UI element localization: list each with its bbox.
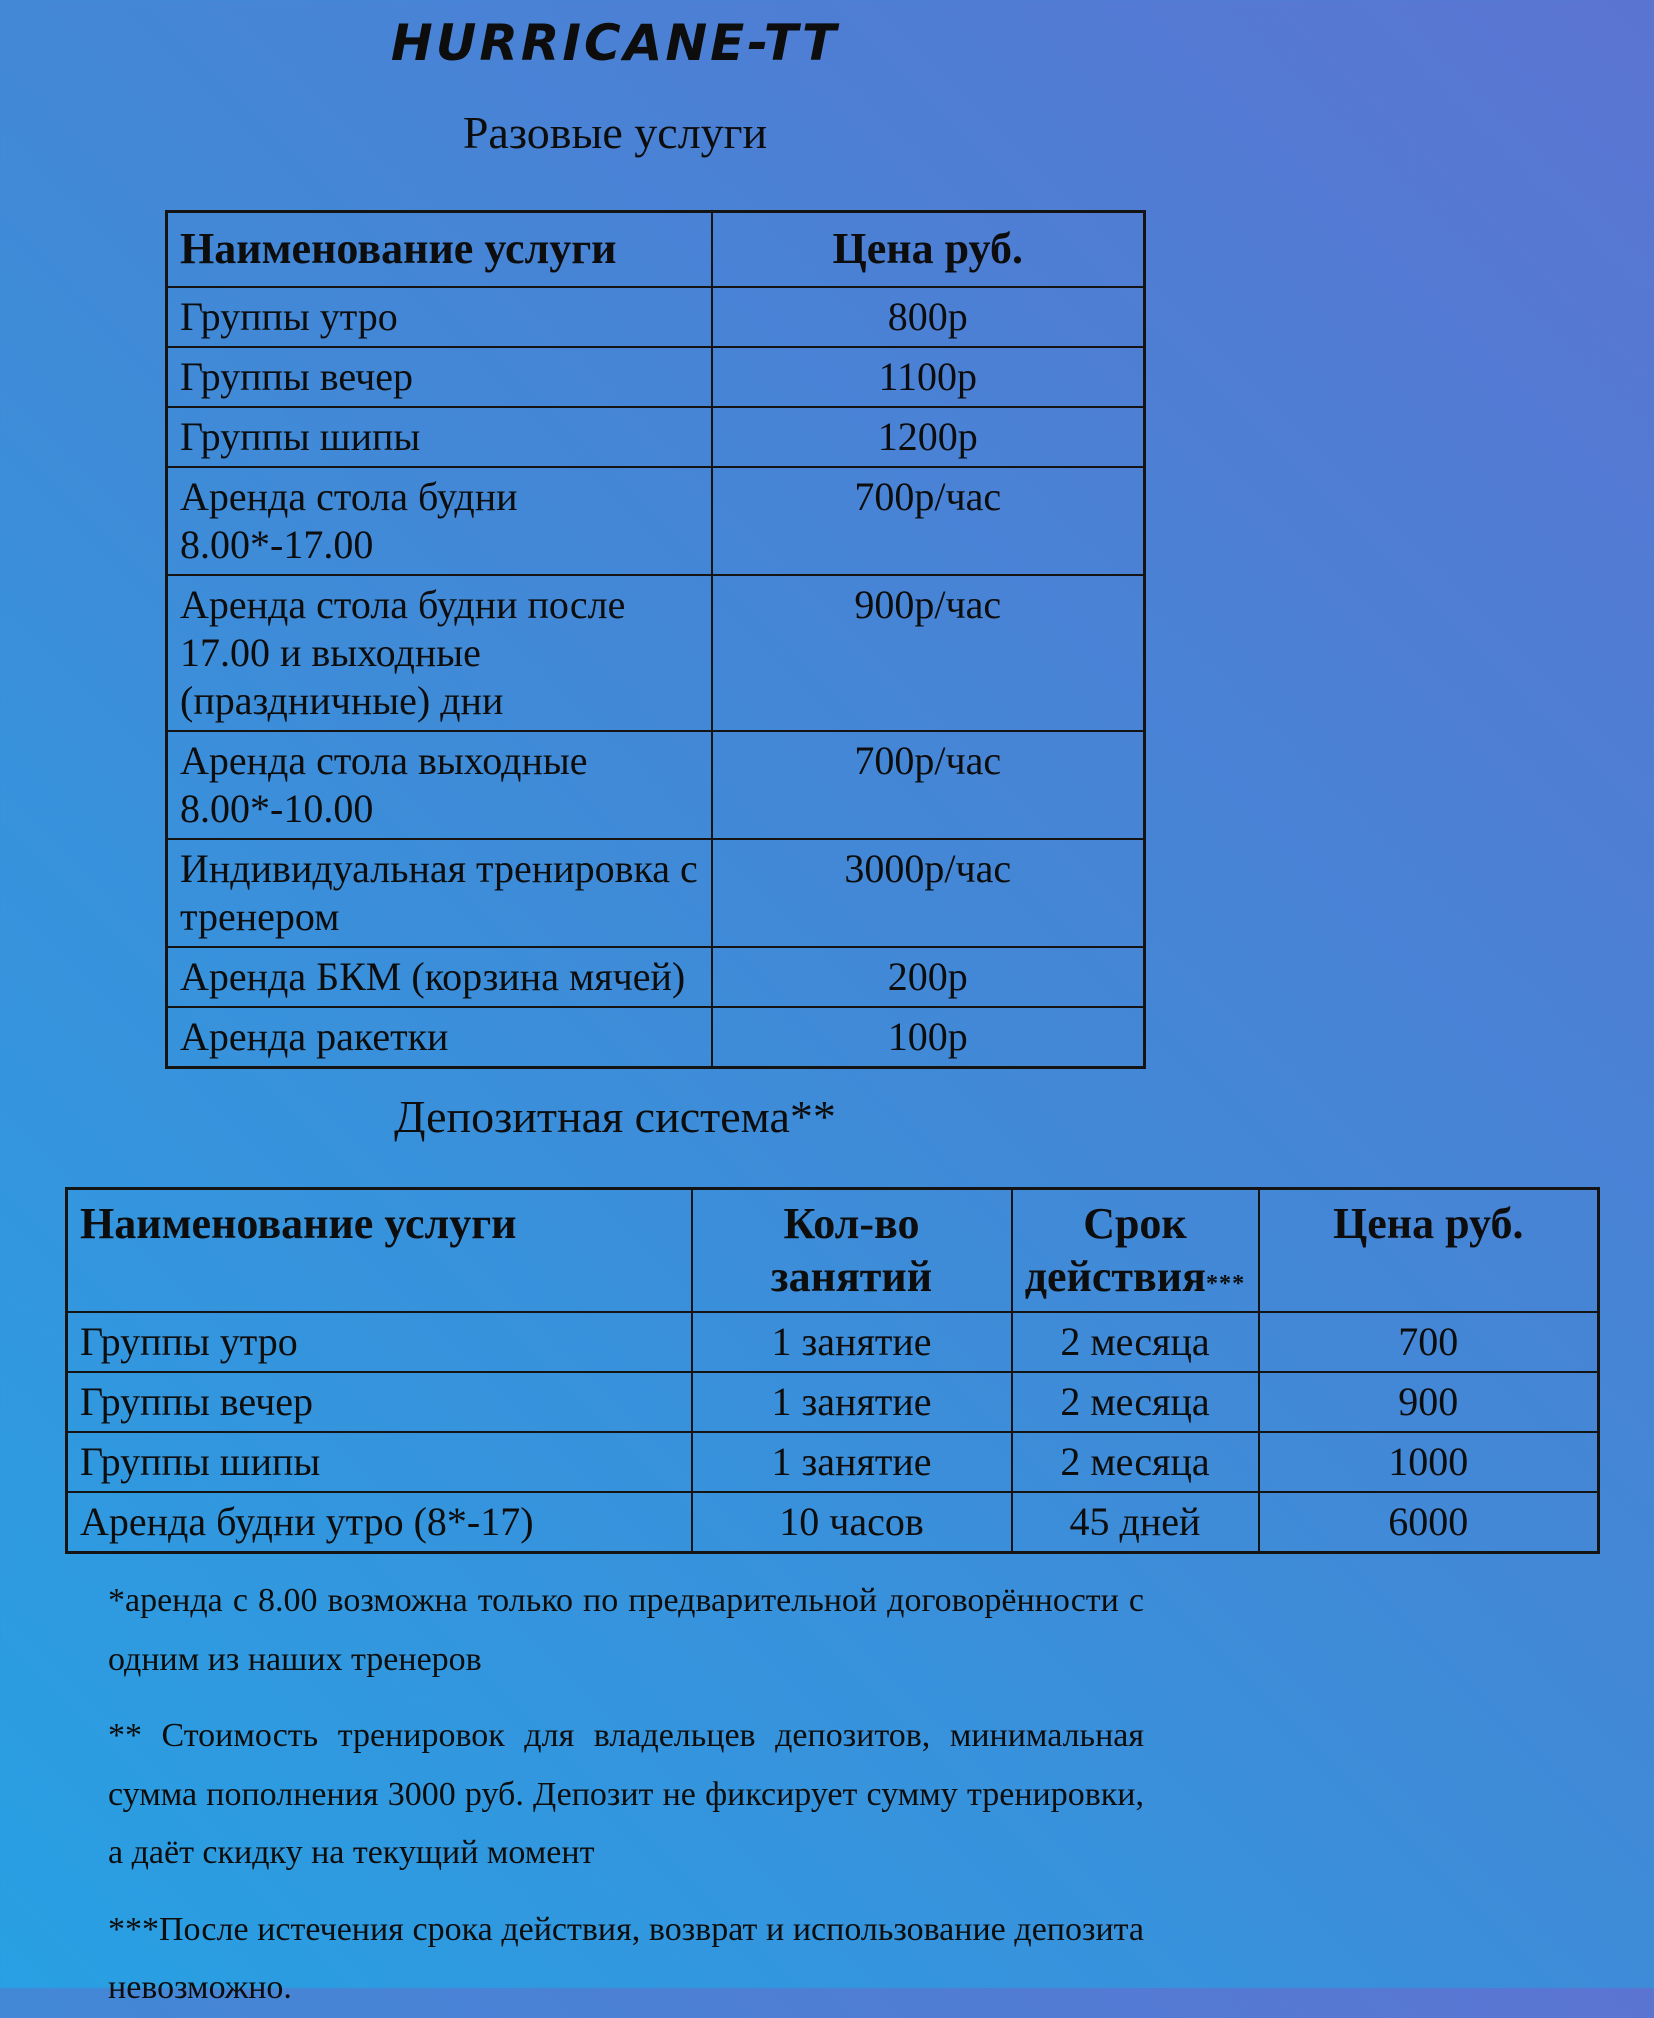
page-title: HURRICANE-TT — [390, 14, 840, 72]
footnotes-block — [108, 1572, 1144, 2017]
deposit-header-row — [67, 1188, 1599, 1312]
footnote-deposit-terms: ** Стоимость тренировок для владельцев депозитов, минимальная сумма пополнения 3000 руб. Депозит не фиксирует сумму тренировки, а даёт скидку на текущий момент — [108, 1717, 1144, 1872]
service-name-cell: Аренда стола будни после 17.00 и выходные (праздничные) дни — [167, 575, 712, 731]
service-name-cell: Аренда БКМ (корзина мячей) — [167, 947, 712, 1007]
service-name-cell: Аренда будни утро (8*-17) — [67, 1492, 692, 1553]
deposit-system-heading: Депозитная система** — [394, 1091, 836, 1143]
table-row — [67, 1432, 1599, 1492]
validity-cell: 45 дней — [1012, 1492, 1259, 1553]
validity-cell: 2 месяца — [1012, 1432, 1259, 1492]
validity-label: Срок действия — [1024, 1198, 1206, 1301]
service-name-cell: Группы утро — [167, 287, 712, 347]
service-price-cell: 3000р/час — [712, 839, 1145, 947]
table-row — [167, 347, 1145, 407]
single-services-header-row — [167, 212, 1145, 287]
price-cell: 700 — [1259, 1312, 1599, 1372]
service-price-cell: 700р/час — [712, 731, 1145, 839]
service-price-cell: 1100р — [712, 347, 1145, 407]
service-price-cell: 800р — [712, 287, 1145, 347]
table-row — [167, 287, 1145, 347]
column-header-service-name: Наименование услуги — [167, 212, 712, 287]
table-row — [167, 575, 1145, 731]
sessions-cell: 1 занятие — [692, 1432, 1012, 1492]
table-row — [167, 839, 1145, 947]
service-price-cell: 900р/час — [712, 575, 1145, 731]
table-row — [167, 407, 1145, 467]
column-header-sessions: Кол-во занятий — [692, 1188, 1012, 1312]
deposit-system-table — [65, 1187, 1600, 1555]
service-price-cell: 100р — [712, 1007, 1145, 1068]
service-price-cell: 1200р — [712, 407, 1145, 467]
service-name-cell: Группы шипы — [67, 1432, 692, 1492]
table-row — [167, 1007, 1145, 1068]
column-header-validity — [1012, 1188, 1259, 1312]
sessions-cell: 1 занятие — [692, 1312, 1012, 1372]
table-row — [167, 467, 1145, 575]
single-services-table — [165, 210, 1146, 1069]
footnote-expiry: ***После истечения срока действия, возврат и использование депозита невозможно. — [108, 1910, 1144, 2007]
price-cell: 6000 — [1259, 1492, 1599, 1553]
single-services-heading: Разовые услуги — [462, 106, 768, 158]
validity-cell: 2 месяца — [1012, 1372, 1259, 1432]
sessions-cell: 1 занятие — [692, 1372, 1012, 1432]
service-name-cell: Аренда ракетки — [167, 1007, 712, 1068]
service-name-cell: Аренда стола будни 8.00*-17.00 — [167, 467, 712, 575]
table-row — [167, 947, 1145, 1007]
table-row — [67, 1312, 1599, 1372]
service-name-cell: Группы вечер — [67, 1372, 692, 1432]
sessions-cell: 10 часов — [692, 1492, 1012, 1553]
column-header-price: Цена руб. — [1259, 1188, 1599, 1312]
footnote-rent-from-8: *аренда с 8.00 возможна только по предварительной договорённости с одним из наших тренеров — [108, 1582, 1144, 1678]
column-header-service-name: Наименование услуги — [67, 1188, 692, 1312]
validity-footnote-marker: *** — [1205, 1269, 1246, 1297]
service-name-cell: Индивидуальная тренировка с тренером — [167, 839, 712, 947]
column-header-price: Цена руб. — [712, 212, 1145, 287]
validity-cell: 2 месяца — [1012, 1312, 1259, 1372]
price-cell: 1000 — [1259, 1432, 1599, 1492]
service-name-cell: Группы утро — [67, 1312, 692, 1372]
service-name-cell: Аренда стола выходные 8.00*-10.00 — [167, 731, 712, 839]
table-row — [67, 1372, 1599, 1432]
table-row — [167, 731, 1145, 839]
table-row — [67, 1492, 1599, 1553]
service-price-cell: 700р/час — [712, 467, 1145, 575]
service-name-cell: Группы вечер — [167, 347, 712, 407]
service-name-cell: Группы шипы — [167, 407, 712, 467]
price-cell: 900 — [1259, 1372, 1599, 1432]
service-price-cell: 200р — [712, 947, 1145, 1007]
